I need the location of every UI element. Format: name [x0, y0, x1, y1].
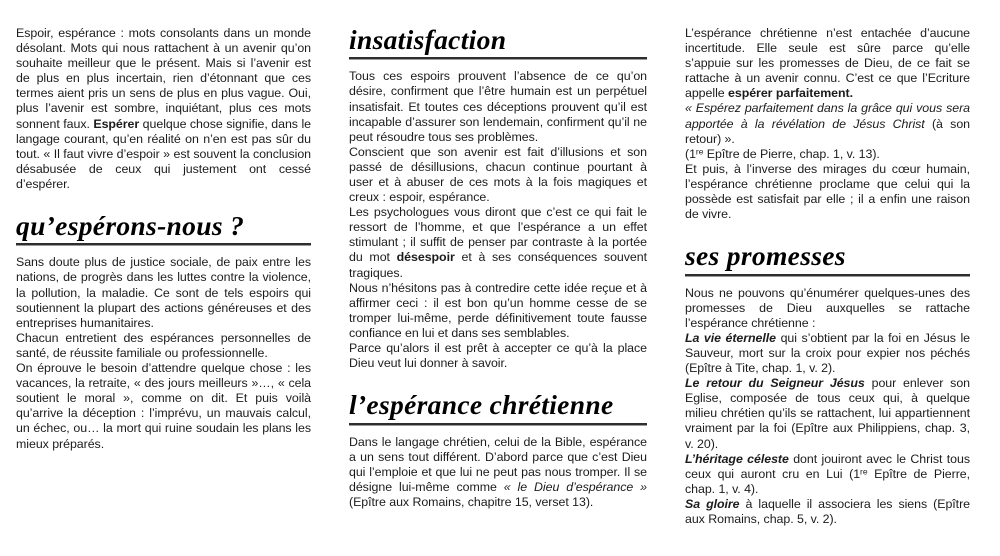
text-column-1 — [16, 26, 311, 452]
promesses-intro — [685, 286, 970, 331]
text-run: quelque chose signifie, dans le langage courant, qu’en réalité on n’en est pas sûr du tout. « Il faut vivre d’espoir » est souvent la conclusion désabusée de ceux qui justement ont cessé d’espérer. — [16, 116, 311, 191]
text-run: pour enlever son Eglise, composée de tous ceux qui, à quelque milieu chrétien qu’ils se rattachent, lui appartiennent vraiment par la foi (Epître aux Philippiens, chap. 3, v. 20). — [685, 376, 970, 451]
text-run: Chacun entretient des espérances personnelles de santé, de réussite familiale ou professionnelle. — [16, 330, 311, 360]
intro-paragraph — [16, 26, 311, 192]
quesperons-paragraph-1 — [16, 255, 311, 330]
heading-rule — [349, 57, 647, 60]
emphasis-italic: « le Dieu d’espérance » — [503, 479, 647, 494]
text-run: (Epître aux Romains, chapitre 15, verset 13). — [349, 494, 594, 509]
insatisfaction-paragraph-2 — [349, 145, 647, 205]
heading-esperance-chretienne: l’espérance chrétienne — [349, 390, 614, 421]
promesse-heritage-celeste — [685, 452, 970, 497]
text-run: à laquelle il associera les siens (Epître aux Romains, chap. 5, v. 2). — [685, 496, 970, 526]
text-column-3 — [685, 26, 970, 527]
certitude-paragraph-1 — [685, 26, 970, 101]
text-column-2 — [349, 26, 647, 510]
text-run: Epître de Pierre, chap. 1, v. 4). — [685, 466, 971, 496]
text-run: On éprouve le besoin d’attendre quelque chose : les vacances, la retraite, « des jours meilleurs »…, « cela soutient le moral », comme on dit. Et puis voilà qu’arrive la déception : l’imprévu, un mauvais calcul, un échec, ou… la mort qui ruine soudain les plans les mieux préparés. — [16, 361, 311, 451]
insatisfaction-paragraph-3 — [349, 205, 647, 280]
emphasis-bold: espérer parfaitement. — [728, 86, 853, 101]
text-run: (1 — [685, 146, 696, 161]
scripture-quote-pierre — [685, 101, 970, 146]
heading-insatisfaction-block — [349, 26, 647, 60]
insatisfaction-paragraph-4 — [349, 281, 647, 341]
text-run: Les psychologues vous diront que c’est ce qui fait le ressort de l’homme, et que l’espérance a un effet stimulant ; il suffit de penser par contraste à la portée du mot — [349, 205, 647, 265]
text-run: et à ses conséquences souvent tragiques. — [349, 250, 647, 280]
text-run: dont jouiront avec le Christ tous ceux qui auront cru en Lui (1 — [685, 451, 970, 481]
text-run: Et puis, à l’inverse des mirages du cœur humain, l’espérance chrétienne proclame que celui qui la possède est satisfait par elle ; il a enfin une raison de vivre. — [685, 161, 970, 222]
insatisfaction-paragraph-5 — [349, 341, 647, 371]
promesse-sa-gloire — [685, 497, 970, 527]
certitude-paragraph-2 — [685, 162, 970, 222]
heading-rule — [349, 423, 647, 426]
heading-quesperons-nous: qu’espérons-nous ? — [16, 211, 245, 242]
quesperons-paragraph-3 — [16, 361, 311, 452]
text-run: (à son retour) ». — [685, 116, 970, 146]
text-run: qui s’obtient par la foi en Jésus le Sauveur, mort sur la croix pour expier nos péchés (Epître à Tite, chap. 1, v. 2). — [685, 330, 970, 376]
text-run: Epître de Pierre, chap. 1, v. 13). — [703, 146, 880, 161]
text-run: L’espérance chrétienne n’est entachée d’aucune incertitude. Elle seule est sûre parce qu’elle s’appuie sur les promesses de Dieu, de ce fait se rattache à un avenir connu. C’est ce que l’Ecriture appelle — [685, 26, 970, 101]
insatisfaction-paragraph-1 — [349, 69, 647, 144]
promesse-retour-seigneur — [685, 376, 970, 451]
emphasis-italic: « Espérez parfaitement dans la grâce qui vous sera apportée à la révélation de Jésus Christ — [685, 101, 970, 131]
heading-ses-promesses: ses promesses — [685, 241, 846, 272]
text-run: Nous n’hésitons pas à contredire cette idée reçue et à affirmer ceci : il est bon qu’un homme cesse de se tromper lui-même, perde définitivement toute fausse confiance en lui et dans ses semblables. — [349, 280, 647, 340]
text-run: Dans le langage chrétien, celui de la Bible, espérance a un sens tout différent. D’abord parce que c’est Dieu qui l’emploie et que lui ne peut pas nous tromper. Il se désigne lui-même comme — [349, 434, 647, 494]
text-run: Sans doute plus de justice sociale, de paix entre les nations, de progrès dans les luttes contre la violence, la pollution, la maladie. Ce sont de tels espoirs qui soutiennent la plupart des actions généreuses et des entreprises humanitaires. — [16, 255, 311, 330]
text-run: Nous ne pouvons qu’énumérer quelques-unes des promesses de Dieu auxquelles se rattache l’espérance chrétienne : — [685, 285, 970, 330]
heading-quesperons-nous-block — [16, 212, 311, 246]
esperance-chretienne-paragraph-1 — [349, 435, 647, 510]
quesperons-paragraph-2 — [16, 331, 311, 361]
emphasis-bold-italic: L’héritage céleste — [685, 451, 789, 466]
heading-rule — [16, 243, 311, 246]
text-run: Tous ces espoirs prouvent l’absence de ce qu’on désire, confirment que l’être humain est un perpétuel insatisfait. Et toutes ces déceptions prouvent qu’il est incapable d’assurer son lendemain, confirment qu’il ne peut résoudre tous ses problèmes. — [349, 69, 647, 144]
ordinal-superscript: re — [695, 146, 704, 157]
text-run: Espoir, espérance : mots consolants dans un monde désolant. Mots qui nous rattachent à un avenir qu’on souhaite meilleur que le présent. Mais si l’avenir est de plus en plus incertain, rien d’étonnant que ces termes aient pris un sens de plus en plus vague. Oui, plus l’avenir est sombre, inquiétant, plus ces mots sonnent faux. — [16, 26, 311, 131]
emphasis-bold-italic: La vie éternelle — [685, 330, 777, 345]
heading-rule — [685, 274, 970, 277]
emphasis-bold-italic: Sa gloire — [685, 496, 740, 511]
ordinal-superscript: re — [860, 466, 868, 477]
emphasis-bold-italic: Le retour du Seigneur Jésus — [685, 376, 865, 391]
emphasis-bold: désespoir — [396, 250, 455, 265]
promesse-vie-eternelle — [685, 331, 970, 376]
heading-esperance-chretienne-block — [349, 391, 647, 425]
heading-ses-promesses-block — [685, 242, 970, 276]
emphasis-bold: Espérer — [93, 116, 140, 131]
heading-insatisfaction: insatisfaction — [349, 25, 507, 55]
text-run: Conscient que son avenir est fait d’illusions et son passé de désillusions, chacun continue pourtant à user et à abuser de ces mots à la fois magiques et creux : espoir, espérance. — [349, 144, 647, 205]
text-run: Parce qu’alors il est prêt à accepter ce qu’à la place Dieu veut lui donner à savoir. — [349, 341, 647, 371]
scripture-reference-pierre — [685, 147, 970, 162]
